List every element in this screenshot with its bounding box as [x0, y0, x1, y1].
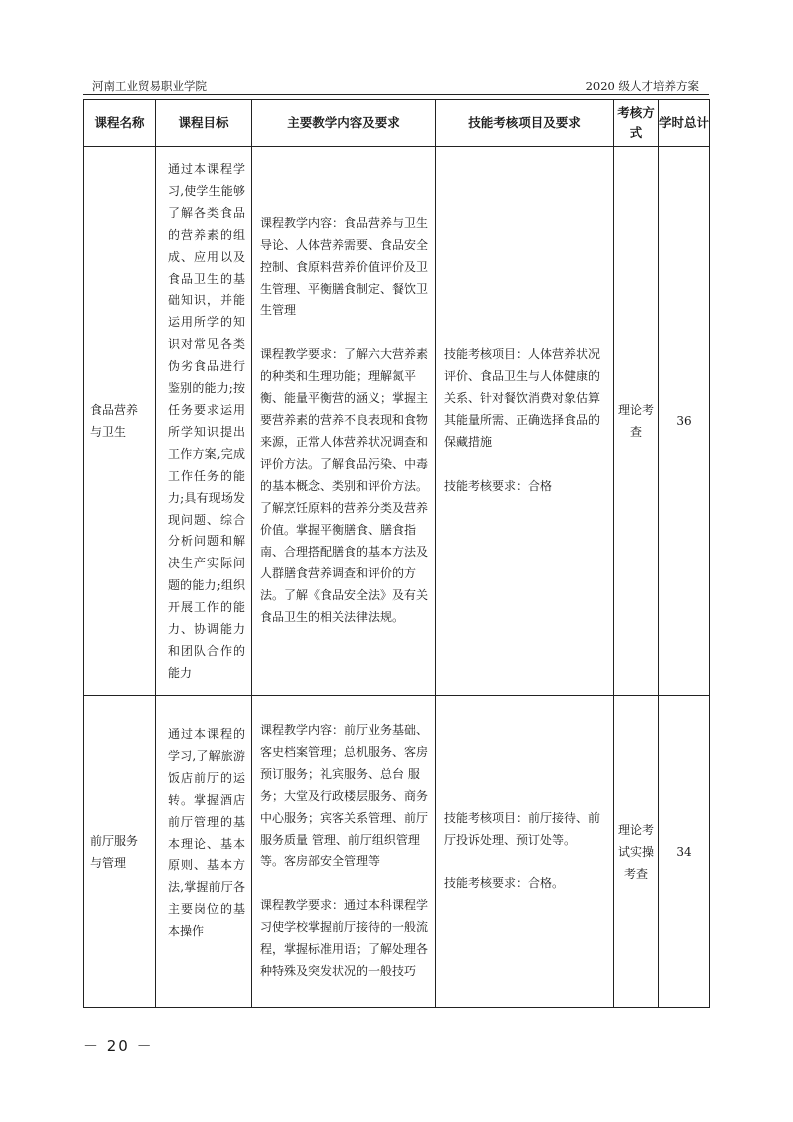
- teaching-content: [252, 696, 436, 1008]
- page-number: － 20 －: [83, 1037, 154, 1055]
- content-intro: 课程教学内容：食品营养与卫生导论、人体营养需要、食品安全控制、食原料营养价值评价及卫生管理、平衡膳食制定、餐饮卫生管理: [260, 215, 429, 318]
- skill-assessment: [436, 147, 614, 696]
- course-table: [83, 99, 710, 1008]
- col-assessment-method: 考核方式: [614, 100, 659, 147]
- skill-requirement: 技能考核要求：合格。: [444, 876, 565, 891]
- page-header: [83, 76, 709, 94]
- course-goal: 通过本课程学习,使学生能够了解各类食品的营养素的组成、应用以及食品卫生的基础知识，并能运用所学的知识对常见各类伪劣食品进行鉴别的能力;按任务要求运用所学知识提出工作方案,完成工作任务的能力;具有现场发现问题、综合分析问题和解决生产实际问题的能力;组织开展工作的能力、协调能力和团队合作的能力: [156, 147, 252, 696]
- course-name: 食品营养与卫生: [84, 147, 156, 696]
- total-hours: 34: [659, 696, 710, 1008]
- course-name: 前厅服务与管理: [84, 696, 156, 1008]
- course-goal: 通过本课程的学习,了解旅游饭店前厅的运转。掌握酒店前厅管理的基本理论、基本原则、基本方法,掌握前厅各主要岗位的基本操作: [156, 696, 252, 1008]
- content-requirement: 课程教学要求：通过本科课程学习使学校掌握前厅接待的一般流程，掌握标准用语；了解处理各种特殊及突发状况的一般技巧: [260, 898, 429, 979]
- plan-title: 2020 级人才培养方案: [585, 79, 699, 93]
- table-row: [84, 147, 710, 696]
- total-hours: 36: [659, 147, 710, 696]
- assessment-method: 理论考查: [614, 147, 659, 696]
- header-rule: [83, 94, 709, 95]
- content-intro: 课程教学内容：前厅业务基础、客史档案管理；总机服务、客房预订服务；礼宾服务、总台 服务；大堂及行政楼层服务、商务中心服务；宾客关系管理、前厅服务质量 管理、前厅组织管理等。客房部安全管理等: [260, 723, 429, 869]
- skill-requirement: 技能考核要求：合格: [444, 478, 553, 493]
- col-course-name: 课程名称: [84, 100, 156, 147]
- content-requirement: 课程教学要求：了解六大营养素的种类和生理功能；理解氮平衡、能量平衡营的涵义；掌握主要营养素的营养不良表现和食物来源，正常人体营养状况调查和评价方法。了解食品污染、中毒的基本概念、类别和评价方法。了解烹饪原料的营养分类及营养价值。掌握平衡膳食、膳食指南、合理搭配膳食的基本方法及人群膳食营养调查和评价的方法。了解《食品安全法》及有关食品卫生的相关法律法规。: [260, 347, 429, 625]
- skill-items: 技能考核项目：人体营养状况评价、食品卫生与人体健康的关系、针对餐饮消费对象估算其能量所需、正确选择食品的保藏措施: [444, 347, 601, 449]
- assessment-method: 理论考试实操考查: [614, 696, 659, 1008]
- skill-items: 技能考核项目：前厅接待、前厅投诉处理、预订处等。: [444, 810, 601, 847]
- school-name: 河南工业贸易职业学院: [92, 79, 207, 93]
- table-row: [84, 696, 710, 1008]
- teaching-content: [252, 147, 436, 696]
- table-header-row: [84, 100, 710, 147]
- col-teaching-content: 主要教学内容及要求: [252, 100, 436, 147]
- skill-assessment: [436, 696, 614, 1008]
- col-total-hours: 学时总计: [659, 100, 710, 147]
- col-skill-assessment: 技能考核项目及要求: [436, 100, 614, 147]
- col-course-goal: 课程目标: [156, 100, 252, 147]
